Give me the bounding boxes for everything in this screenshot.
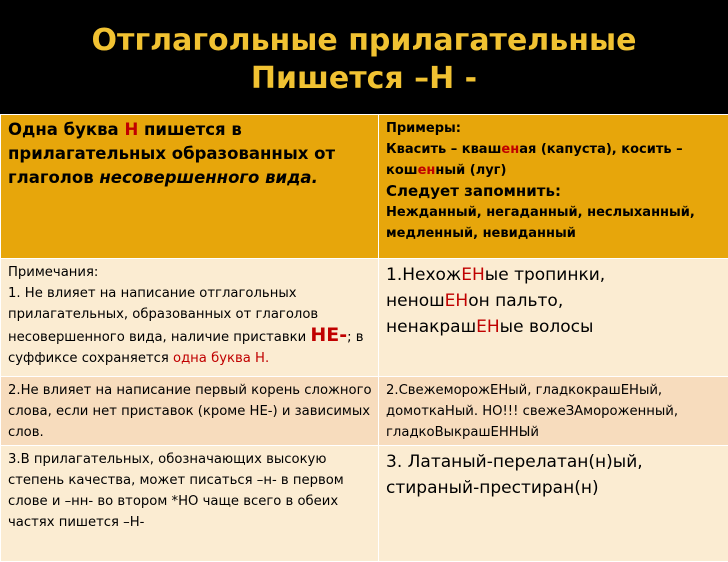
example-highlight: ен — [501, 142, 519, 157]
rule-text-part: пишется в прилагательных образованных от глаголов — [8, 120, 335, 187]
example-part: ая (капуста), косить – кош — [386, 142, 683, 178]
example-1-line — [386, 262, 722, 288]
example-part: 1.Нехож — [386, 265, 461, 285]
example-highlight: ен — [418, 163, 436, 178]
example-part: Квасить – кваш — [386, 142, 501, 157]
example-part: ненакраш — [386, 317, 476, 337]
slide-title — [0, 0, 728, 114]
note-1 — [8, 262, 372, 369]
example-highlight: ЕН — [461, 265, 485, 285]
header-examples-cell — [379, 115, 728, 259]
example-1-line — [386, 314, 722, 340]
rule-text-part: Одна буква — [8, 120, 124, 139]
note-cell-2 — [1, 377, 379, 446]
example-part: он пальто, — [468, 291, 563, 311]
example-highlight: ЕН — [445, 291, 469, 311]
header-rule-cell — [1, 115, 379, 259]
ne-prefix: НЕ- — [310, 324, 347, 346]
example-part: ный (луг) — [435, 163, 506, 178]
note-cell-3 — [1, 446, 379, 562]
remember-words: Нежданный, негаданный, неслыханный, медленный, невиданный — [386, 202, 722, 244]
example-cell-2 — [379, 377, 728, 446]
rule-text — [8, 118, 372, 190]
example-part: ненош — [386, 291, 445, 311]
note-2: 2.Не влияет на написание первый корень сложного слова, если нет приставок (кроме НЕ-) и зависимых слов. — [8, 380, 372, 443]
rule-letter: Н — [124, 120, 138, 139]
table-row — [1, 377, 728, 446]
example-cell-3 — [379, 446, 728, 562]
rule-italic: несовершенного вида. — [99, 168, 317, 187]
note-cell-1 — [1, 259, 379, 377]
remember-label: Следует запомнить: — [386, 181, 722, 202]
table-row — [1, 259, 728, 377]
example-3: 3. Латаный-перелатан(н)ый, стираный-престиран(н) — [386, 449, 722, 501]
table-header-row — [1, 115, 728, 259]
example-cell-1 — [379, 259, 728, 377]
notes-label: Примечания: — [8, 262, 372, 283]
table-row — [1, 446, 728, 562]
example-1-line — [386, 288, 722, 314]
note-highlight: одна буква Н. — [173, 351, 269, 366]
title-line-1: Отглагольные прилагательные — [0, 22, 728, 60]
example-part: ые тропинки, — [485, 265, 605, 285]
example-2: 2.СвежеморожЕНый, гладкокрашЕНый, домоткаНый. НО!!! свежеЗАмороженный, гладкоВыкрашЕННЫй — [386, 380, 722, 443]
example-highlight: ЕН — [476, 317, 500, 337]
note-text: ; в суффиксе сохраняется — [8, 330, 364, 366]
rules-table — [0, 114, 728, 562]
example-1 — [386, 262, 722, 340]
example-part: ые волосы — [500, 317, 594, 337]
example-line — [386, 139, 722, 181]
note-text: 1. Не влияет на написание отглагольных прилагательных, образованных от глаголов несовершенного вида, наличие приставки — [8, 286, 318, 345]
title-line-2: Пишется –Н - — [0, 60, 728, 98]
examples-block — [386, 118, 722, 244]
note-3: 3.В прилагательных, обозначающих высокую степень качества, может писаться –н- в первом слове и –нн- во втором *НО чаще всего в обеих частях пишется –Н- — [8, 449, 372, 533]
examples-label: Примеры: — [386, 118, 722, 139]
